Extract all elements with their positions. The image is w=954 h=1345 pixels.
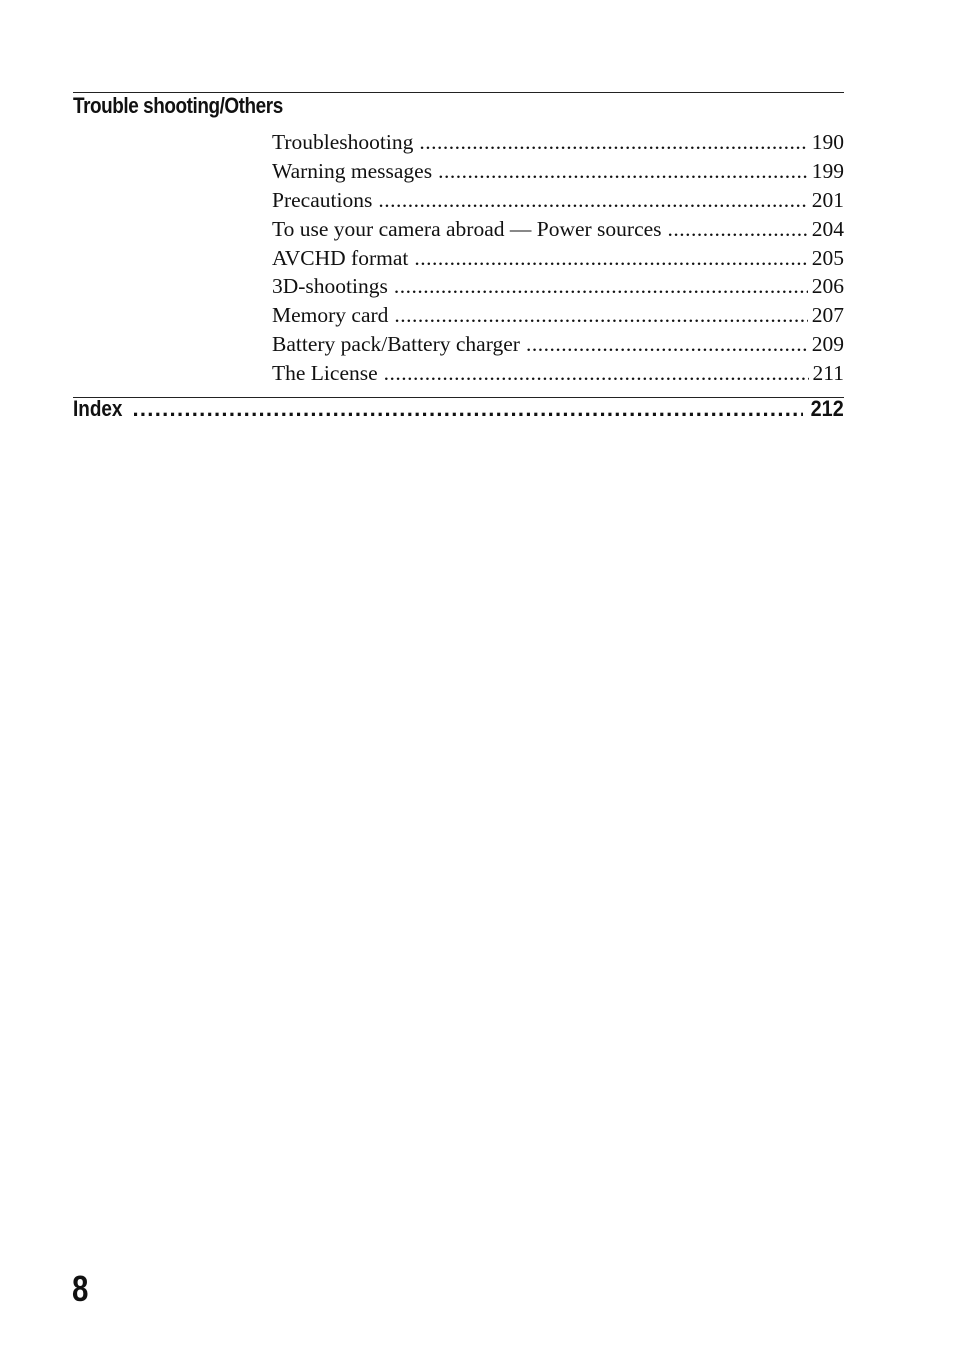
toc-leader-dots	[419, 130, 807, 155]
toc-entry-memory-card[interactable]	[272, 303, 844, 332]
toc-leader-dots	[378, 188, 807, 213]
index-leader-dots	[132, 396, 803, 422]
toc-entry-page: 209	[811, 332, 844, 357]
toc-entry-page: 205	[811, 245, 844, 270]
toc-entry-warning-messages[interactable]	[272, 159, 844, 188]
toc-leader-dots	[394, 274, 808, 299]
toc-entry-power-sources[interactable]	[272, 217, 844, 246]
toc-entry-the-license[interactable]	[272, 361, 844, 390]
toc-entry-troubleshooting[interactable]	[272, 130, 844, 159]
toc-leader-dots	[384, 361, 809, 386]
toc-entry-page: 206	[811, 274, 844, 299]
toc-entry-avchd-format[interactable]	[272, 246, 844, 275]
toc-entry-label: Memory card	[272, 303, 389, 328]
toc-entry-precautions[interactable]	[272, 188, 844, 217]
toc-entry-label: AVCHD format	[272, 245, 409, 270]
toc-list	[272, 130, 844, 390]
index-label: Index	[73, 396, 123, 421]
toc-entry-label: Precautions	[272, 187, 373, 212]
toc-entry-page: 199	[811, 158, 844, 183]
toc-entry-page: 207	[811, 303, 844, 328]
toc-entry-label: To use your camera abroad — Power sources	[272, 216, 662, 241]
toc-leader-dots	[394, 303, 807, 328]
toc-entry-index[interactable]	[73, 396, 844, 422]
section-title: Trouble shooting/Others	[73, 93, 283, 118]
toc-leader-dots	[668, 217, 808, 242]
toc-entry-label: Warning messages	[272, 158, 433, 183]
toc-entry-label: Battery pack/Battery charger	[272, 332, 520, 357]
index-page: 212	[810, 396, 844, 421]
toc-leader-dots	[414, 246, 807, 271]
toc-leader-dots	[438, 159, 808, 184]
toc-entry-label: Troubleshooting	[272, 130, 414, 154]
toc-entry-3d-shootings[interactable]	[272, 274, 844, 303]
toc-entry-page: 201	[811, 187, 844, 212]
page-number: 8	[72, 1268, 89, 1309]
toc-entry-page: 204	[811, 216, 844, 241]
toc-entry-page: 211	[812, 361, 844, 386]
toc-entry-label: The License	[272, 361, 378, 386]
toc-entry-page: 190	[811, 130, 844, 154]
toc-leader-dots	[526, 332, 808, 357]
toc-entry-battery-pack[interactable]	[272, 332, 844, 361]
toc-entry-label: 3D-shootings	[272, 274, 388, 299]
